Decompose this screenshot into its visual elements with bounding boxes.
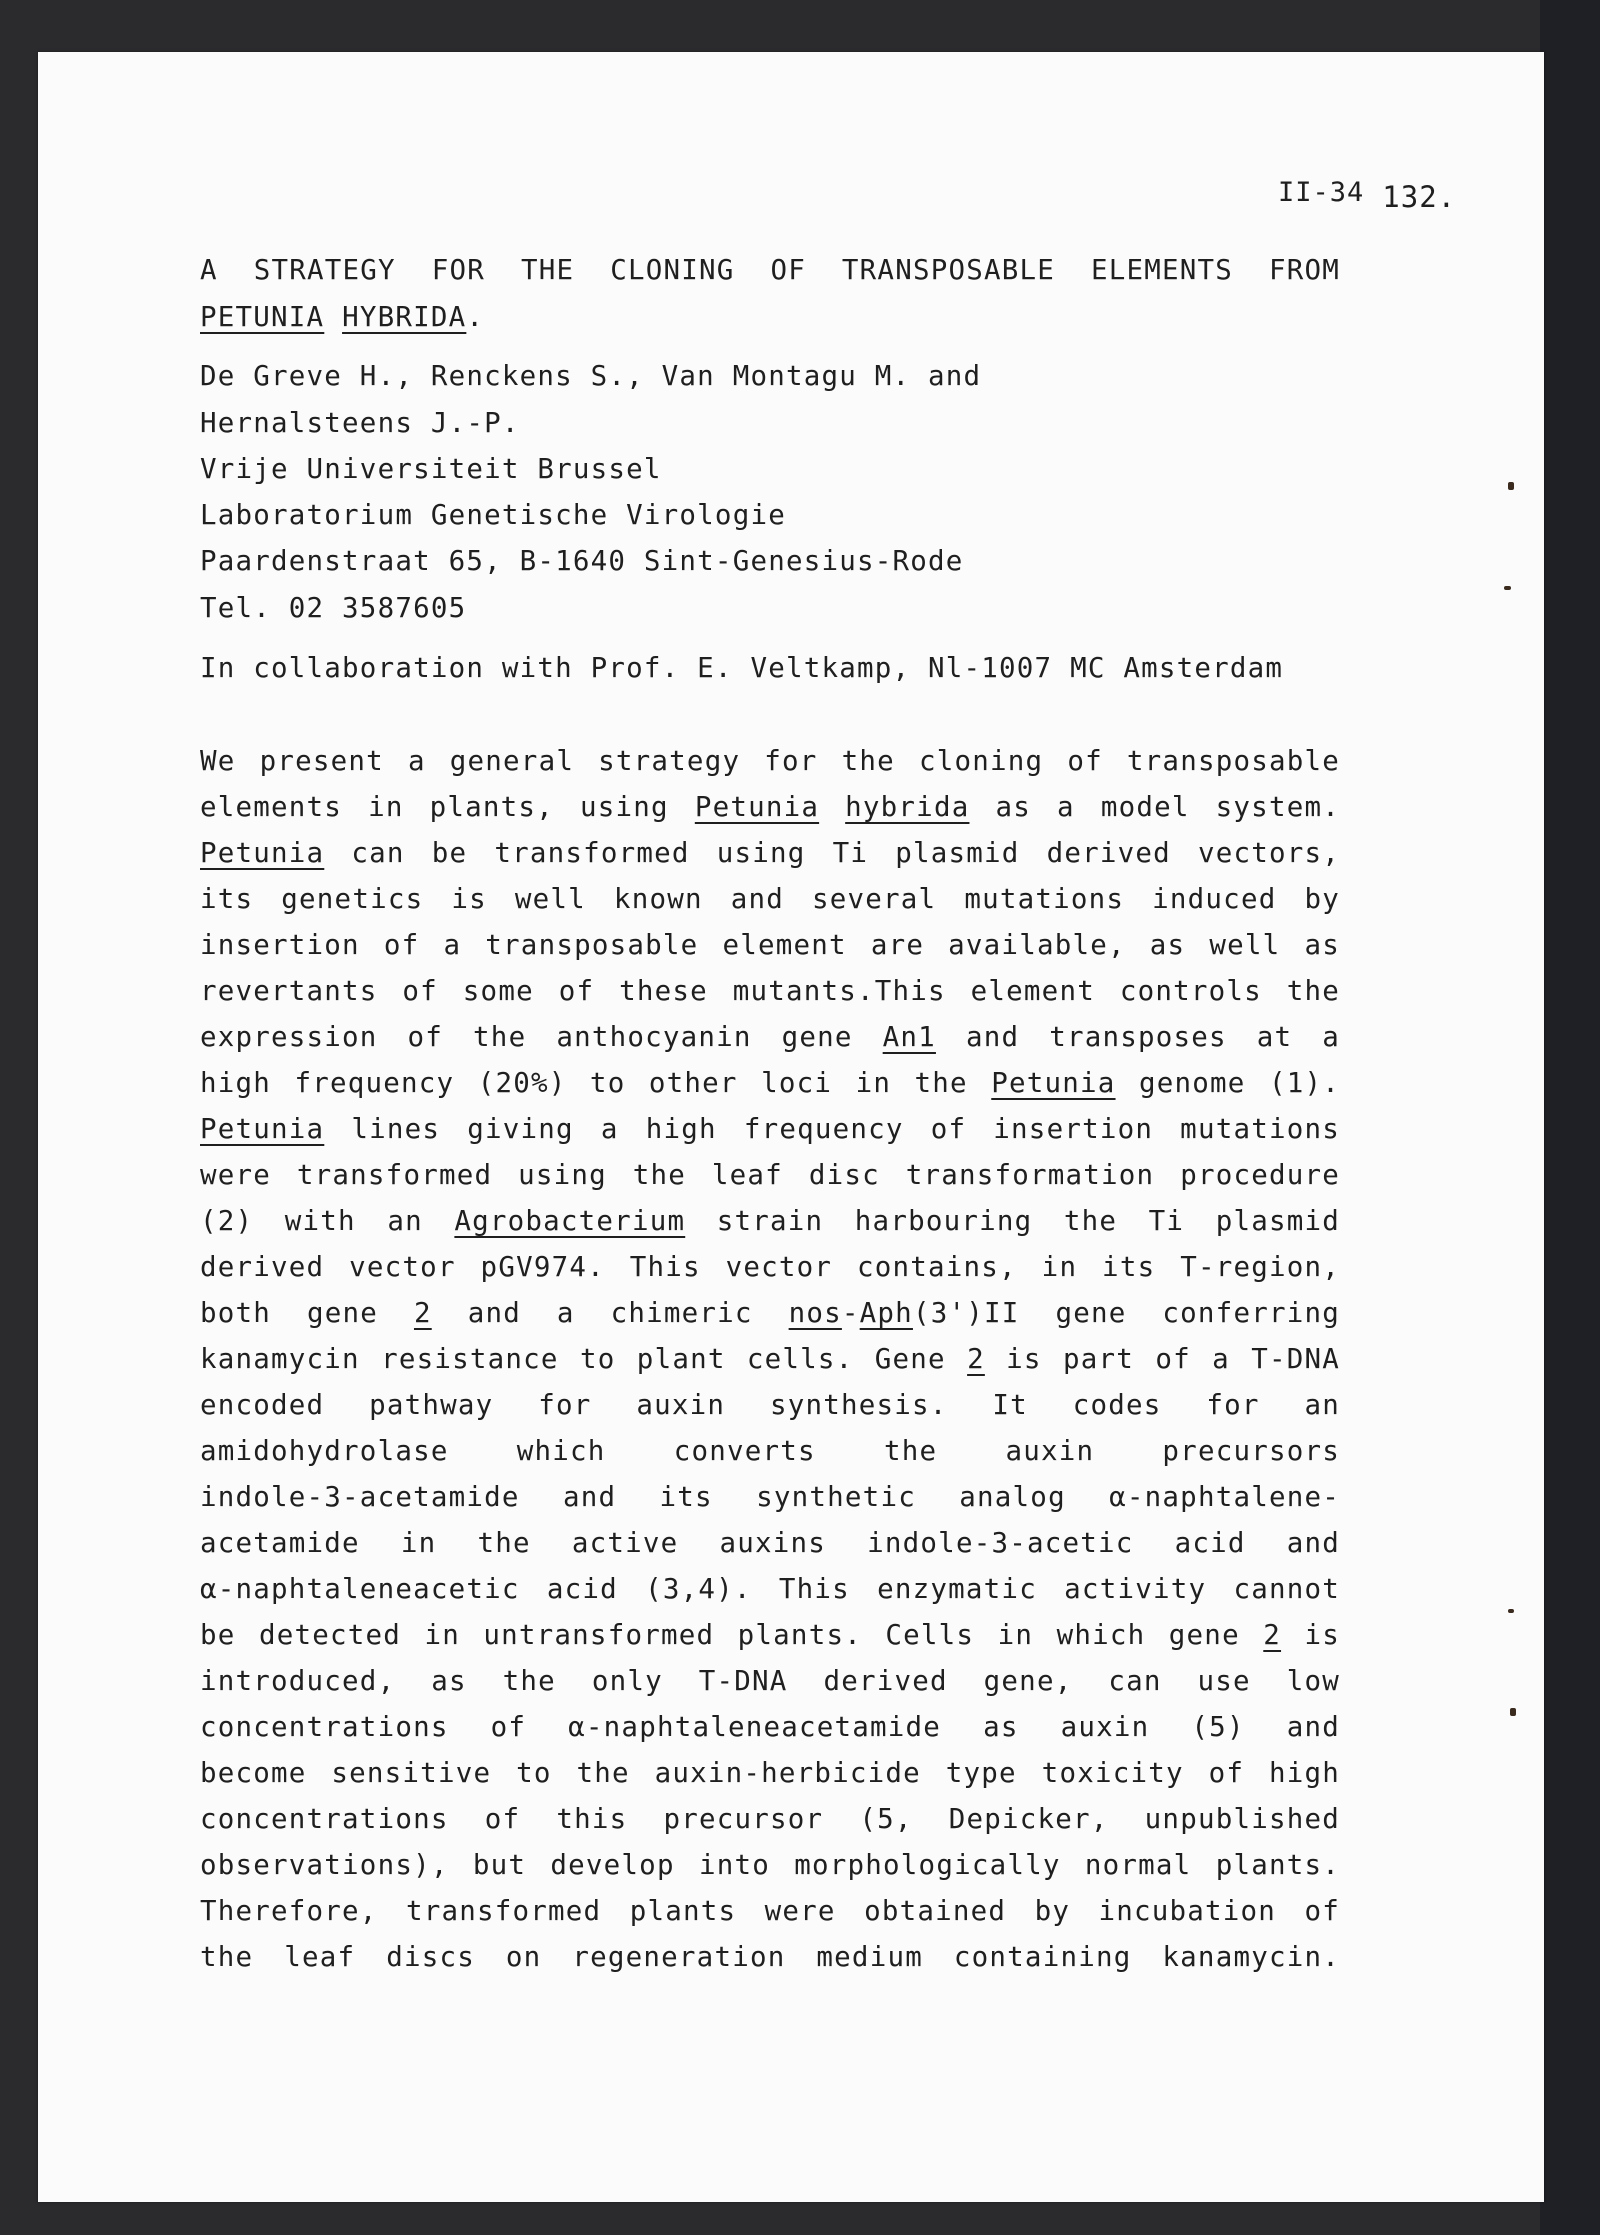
- body-line-15: encoded pathway for auxin synthesis. It codes for an: [200, 1389, 1340, 1421]
- affiliation-university: Vrije Universiteit Brussel: [200, 453, 662, 485]
- title-line-2: [200, 299, 484, 335]
- body-line-18: acetamide in the active auxins indole-3-acetic acid and: [200, 1527, 1340, 1559]
- body-line-26: Therefore, transformed plants were obtained by incubation of: [200, 1895, 1340, 1927]
- authors-line-1: De Greve H., Renckens S., Van Montagu M. and: [200, 360, 982, 392]
- body-line-27: the leaf discs on regeneration medium containing kanamycin.: [200, 1941, 1340, 1973]
- ink-speck: [1504, 586, 1511, 590]
- body-line-3: Petunia can be transformed using Ti plasmid derived vectors,: [200, 837, 1340, 869]
- authors-line-2: Hernalsteens J.-P.: [200, 407, 520, 439]
- body-species: hybrida: [845, 791, 970, 823]
- gene-2: 2: [413, 1297, 432, 1329]
- gene-an1: An1: [882, 1021, 936, 1053]
- collaboration-note: In collaboration with Prof. E. Veltkamp, Nl-1007 MC Amsterdam: [200, 652, 1284, 684]
- body-line-5: insertion of a transposable element are available, as well as: [200, 929, 1340, 961]
- body-genus: Petunia: [991, 1067, 1116, 1099]
- body-line-2: elements in plants, using Petunia hybrida as a model system.: [200, 791, 1340, 823]
- title-genus: PETUNIA: [200, 301, 325, 333]
- body-line-24: concentrations of this precursor (5, Depicker, unpublished: [200, 1803, 1340, 1835]
- agrobacterium: Agrobacterium: [454, 1205, 686, 1237]
- body-line-17: indole-3-acetamide and its synthetic analog α-naphtalene-: [200, 1481, 1340, 1513]
- body-line-21: introduced, as the only T-DNA derived gene, can use low: [200, 1665, 1340, 1697]
- body-line-1: We present a general strategy for the cloning of transposable: [200, 745, 1340, 777]
- body-line-25: observations), but develop into morphologically normal plants.: [200, 1849, 1340, 1881]
- gene-2: 2: [1263, 1619, 1282, 1651]
- body-line-20: be detected in untransformed plants. Cells in which gene 2 is: [200, 1619, 1341, 1651]
- body-line-14: kanamycin resistance to plant cells. Gene 2 is part of a T-DNA: [200, 1343, 1340, 1375]
- body-line-23: become sensitive to the auxin-herbicide type toxicity of high: [200, 1757, 1340, 1789]
- body-line-19: α-naphtaleneacetic acid (3,4). This enzymatic activity cannot: [200, 1573, 1340, 1605]
- body-genus: Petunia: [200, 1113, 325, 1145]
- scanner-backdrop: [1540, 0, 1600, 2235]
- body-line-16: amidohydrolase which converts the auxin precursors: [200, 1435, 1340, 1467]
- page-number-value: 132.: [1382, 180, 1457, 214]
- body-line-12: derived vector pGV974. This vector contains, in its T-region,: [200, 1251, 1340, 1283]
- affiliation-laboratory: Laboratorium Genetische Virologie: [200, 499, 786, 531]
- ink-speck: [1508, 482, 1514, 490]
- body-line-9: Petunia lines giving a high frequency of insertion mutations: [200, 1113, 1340, 1145]
- affiliation-address: Paardenstraat 65, B-1640 Sint-Genesius-Rode: [200, 545, 964, 577]
- body-line-10: were transformed using the leaf disc transformation procedure: [200, 1159, 1340, 1191]
- body-genus: Petunia: [694, 791, 820, 823]
- body-line-6: revertants of some of these mutants.This element controls the: [200, 975, 1340, 1007]
- gene-2: 2: [967, 1343, 985, 1375]
- body-line-13: both gene 2 and a chimeric nos-Aph(3')II gene conferring: [200, 1297, 1340, 1329]
- body-line-7: expression of the anthocyanin gene An1 and transposes at a: [200, 1021, 1341, 1053]
- body-line-22: concentrations of α-naphtaleneacetamide as auxin (5) and: [200, 1711, 1340, 1743]
- body-line-11: (2) with an Agrobacterium strain harbouring the Ti plasmid: [200, 1205, 1340, 1237]
- body-line-4: its genetics is well known and several mutations induced by: [200, 883, 1340, 915]
- title-line-1: A STRATEGY FOR THE CLONING OF TRANSPOSABLE ELEMENTS FROM: [200, 254, 1340, 286]
- page-number: [1278, 174, 1457, 214]
- gene-nos-aph: nos-Aph(3')II gene conferring: [788, 1297, 1340, 1329]
- page-code: II-34: [1278, 177, 1365, 208]
- title-end: .: [466, 301, 485, 333]
- ink-speck: [1508, 1609, 1514, 1613]
- body-line-8: high frequency (20%) to other loci in the Petunia genome (1).: [200, 1067, 1341, 1099]
- ink-speck: [1510, 1708, 1516, 1716]
- title-species: HYBRIDA: [342, 301, 467, 333]
- affiliation-phone: Tel. 02 3587605: [200, 592, 467, 624]
- body-genus: Petunia: [200, 837, 325, 869]
